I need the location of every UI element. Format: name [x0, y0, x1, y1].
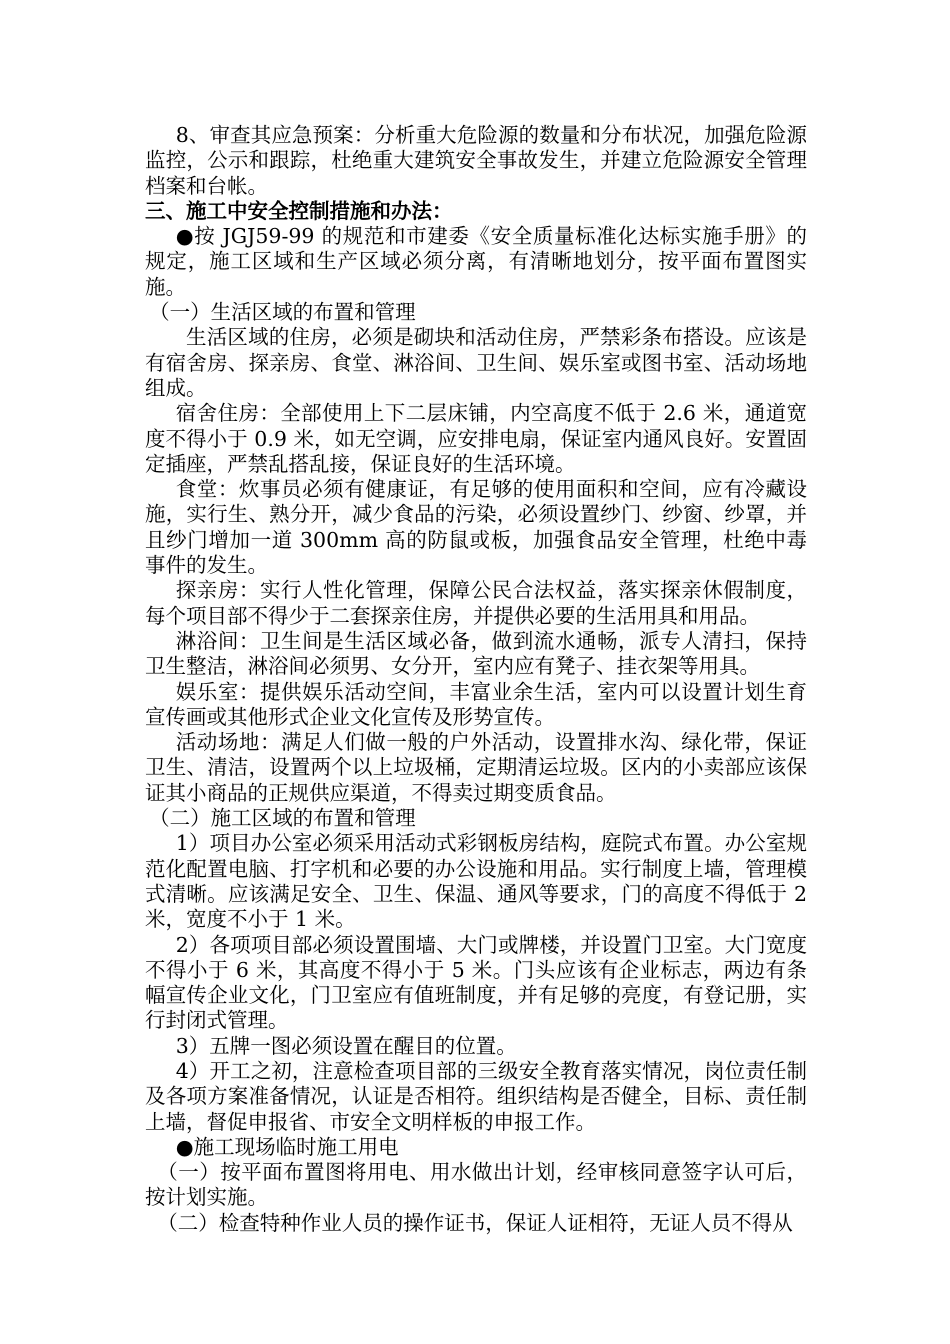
- subheading-living-area: （一）生活区域的布置和管理: [149, 300, 416, 325]
- paragraph-item-1: 1）项目办公室必须采用活动式彩钢板房结构，庭院式布置。办公室规范化配置电脑、打字机和必要的办公设施和用品。实行制度上墙，管理模式清晰。应该满足安全、卫生、保温、通风等要求，门的高度不得低于 2 米，宽度不小于 1 米。: [145, 831, 807, 932]
- paragraph-special-workers: （二）检查特种作业人员的操作证书，保证人证相符，无证人员不得从: [157, 1210, 793, 1235]
- paragraph-family-room: 探亲房：实行人性化管理，保障公民合法权益，落实探亲休假制度，每个项目部不得少于二套探亲住房，并提供必要的生活用具和用品。: [145, 578, 807, 628]
- paragraph-dormitory: 宿舍住房：全部使用上下二层床铺，内空高度不低于 2.6 米，通道宽度不得小于 0.9 米，如无空调，应安排电扇，保证室内通风良好。安置固定插座，严禁乱搭乱接，保证良好的生活环境。: [145, 401, 807, 476]
- paragraph-shower: 淋浴间：卫生间是生活区域必备，做到流水通畅，派专人清扫，保持卫生整洁，淋浴间必须男、女分开，室内应有凳子、挂衣架等用具。: [145, 628, 807, 679]
- paragraph-living-housing: 生活区域的住房，必须是砌块和活动住房，严禁彩条布搭设。应该是有宿舍房、探亲房、食堂、淋浴间、卫生间、娱乐室或图书室、活动场地组成。: [145, 325, 807, 400]
- paragraph-activity-area: 活动场地：满足人们做一般的户外活动，设置排水沟、绿化带，保证卫生、清洁，设置两个以上垃圾桶，定期清运垃圾。区内的小卖部应该保证其小商品的正规供应渠道，不得卖过期变质食品。: [145, 730, 807, 805]
- paragraph-item-2: 2）各项项目部必须设置围墙、大门或牌楼，并设置门卫室。大门宽度不得小于 6 米，其高度不得小于 5 米。门头应该有企业标志，两边有条幅宣传企业文化，门卫室应有值班制度，并有足够的亮度，有登记册，实行封闭式管理。: [145, 932, 807, 1033]
- paragraph-jgj59: ●按 JGJ59-99 的规范和市建委《安全质量标准化达标实施手册》的规定，施工区域和生产区域必须分离，有清晰地划分，按平面布置图实施。: [145, 224, 807, 299]
- paragraph-power-plan: （一）按平面布置图将用电、用水做出计划，经审核同意签字认可后，按计划实施。: [145, 1160, 807, 1210]
- subheading-construction-area: （二）施工区域的布置和管理: [149, 806, 416, 831]
- paragraph-recreation: 娱乐室：提供娱乐活动空间，丰富业余生活，室内可以设置计划生育宣传画或其他形式企业文化宣传及形势宣传。: [145, 679, 807, 729]
- section-heading-3: 三、施工中安全控制措施和办法：: [145, 198, 453, 223]
- paragraph-emergency-plan: 8、审查其应急预案：分析重大危险源的数量和分布状况，加强危险源监控，公示和跟踪，杜绝重大建筑安全事故发生，并建立危险源安全管理档案和台帐。: [145, 123, 807, 198]
- document-page: [145, 123, 807, 1236]
- paragraph-canteen: 食堂：炊事员必须有健康证，有足够的使用面积和空间，应有冷藏设施，实行生、熟分开，减少食品的污染，必须设置纱门、纱窗、纱罩，并且纱门增加一道 300mm 高的防鼠或板，加强食品安全管理，杜绝中毒事件的发生。: [145, 477, 807, 578]
- bullet-temporary-power: ●施工现场临时施工用电: [175, 1134, 399, 1159]
- paragraph-item-3: 3）五牌一图必须设置在醒目的位置。: [175, 1033, 517, 1058]
- paragraph-item-4: 4）开工之初，注意检查项目部的三级安全教育落实情况，岗位责任制及各项方案准备情况，认证是否相符。组织结构是否健全，目标、责任制上墙，督促申报省、市安全文明样板的申报工作。: [145, 1058, 807, 1134]
